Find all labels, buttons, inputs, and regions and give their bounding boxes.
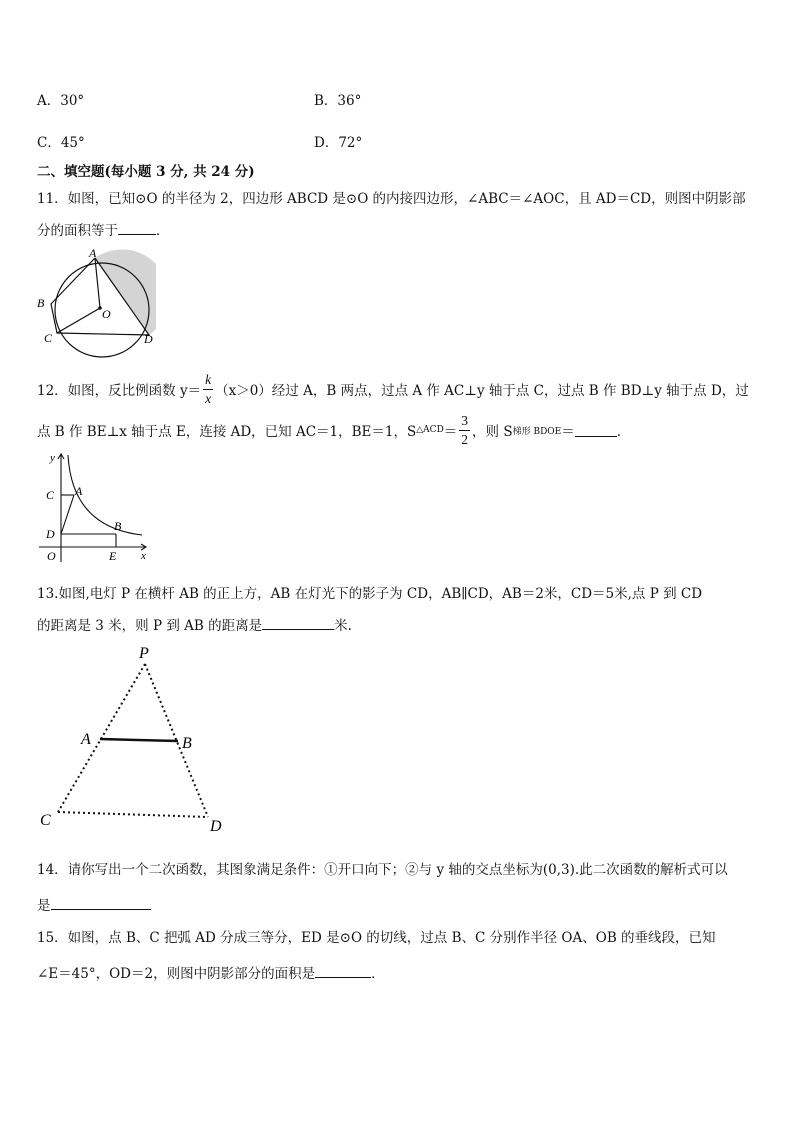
label-d: D <box>144 332 153 346</box>
q12-frac-num: k <box>203 373 213 390</box>
bar-ab <box>100 739 178 741</box>
q15-line2 <box>37 962 385 982</box>
label-d: D <box>210 818 222 835</box>
label-e: E <box>109 549 117 563</box>
answer-blank <box>262 617 334 630</box>
q12-text-c: ＝ <box>561 424 575 440</box>
label-x: x <box>141 550 146 562</box>
line-cd <box>58 812 208 817</box>
q12-sub1: △ACD <box>416 425 444 435</box>
q14-line2 <box>37 894 151 914</box>
option-d: D．72° <box>314 135 363 151</box>
q12-frac2-num: 3 <box>459 414 470 431</box>
label-o: O <box>47 549 56 563</box>
q13-line2 <box>37 614 352 634</box>
option-c: C．45° <box>37 135 85 151</box>
q15-end: ． <box>371 966 385 982</box>
answer-blank <box>118 222 156 235</box>
label-b: B <box>114 519 122 533</box>
q12-figure <box>34 449 154 567</box>
label-y: y <box>50 452 55 464</box>
label-c: C <box>44 331 53 345</box>
q12-fraction <box>203 373 213 405</box>
q11-line1: 11．如图，已知⊙O 的半径为 2，四边形 ABCD 是⊙O 的内接四边形，∠ABC＝∠AOC，且 AD＝CD，则图中阴影部 <box>37 191 746 207</box>
label-c: C <box>46 488 55 502</box>
q12-line1 <box>37 370 749 408</box>
q12-frac-den: x <box>205 390 212 406</box>
answer-blank <box>315 965 371 978</box>
q12-end: ． <box>616 424 631 440</box>
label-a: A <box>75 484 83 498</box>
label-a: A <box>89 248 97 260</box>
q15-line1: 15．如图，点 B、C 把弧 AD 分成三等分，ED 是⊙O 的切线，过点 B、C 分别作半径 OA、OB 的垂线段，已知 <box>37 930 716 946</box>
q11-text: 分的面积等于 <box>37 223 118 239</box>
q14-line1: 14．请你写出一个二次函数，其图象满足条件：①开口向下；②与 y 轴的交点坐标为(0,3).此二次函数的解析式可以 <box>37 862 728 878</box>
q12-line2 <box>37 411 630 449</box>
segment-ad <box>61 495 74 534</box>
option-a: A．30° <box>37 93 85 109</box>
q12-text-a: 点 B 作 BE⊥x 轴于点 E，连接 AD，已知 AC＝1，BE＝1，S <box>37 424 417 440</box>
label-o: O <box>102 307 111 321</box>
section-title: 二、填空题(每小题 3 分, 共 24 分) <box>37 164 255 180</box>
label-a: A <box>81 731 91 748</box>
q12-rest: （x＞0）经过 A，B 两点，过点 A 作 AC⊥y 轴于点 C，过点 B 作 BD⊥y 轴于点 D，过 <box>215 383 749 399</box>
q13-line1: 13.如图,电灯 P 在横杆 AB 的正上方，AB 在灯光下的影子为 CD，AB∥CD，AB＝2米，CD＝5米,点 P 到 CD <box>37 586 703 602</box>
q13-figure <box>34 640 234 835</box>
q11-end: ． <box>156 223 170 239</box>
answer-blank <box>575 424 617 437</box>
q12-frac2-den: 2 <box>461 431 469 447</box>
label-b: B <box>182 735 192 752</box>
q12-sub2: 梯形 BDOE <box>512 426 562 437</box>
q12-fraction2 <box>459 414 470 446</box>
label-c: C <box>40 812 51 829</box>
label-d: D <box>46 527 55 541</box>
q13-end: 米. <box>334 618 352 634</box>
q12-text-b: ，则 S <box>472 424 513 440</box>
q12-eq: ＝ <box>443 424 458 440</box>
answer-blank <box>51 897 151 910</box>
q15-text: ∠E＝45°，OD＝2，则图中阴影部分的面积是 <box>37 966 316 982</box>
q11-figure <box>34 248 156 360</box>
label-b: B <box>37 296 45 310</box>
q12-prefix: 12．如图，反比例函数 y＝ <box>37 383 202 399</box>
q13-text: 的距离是 3 米，则 P 到 AB 的距离是 <box>37 618 263 634</box>
option-b: B．36° <box>314 93 362 109</box>
q14-text: 是 <box>37 898 51 914</box>
q11-line2 <box>37 219 170 239</box>
label-p: P <box>139 645 149 662</box>
